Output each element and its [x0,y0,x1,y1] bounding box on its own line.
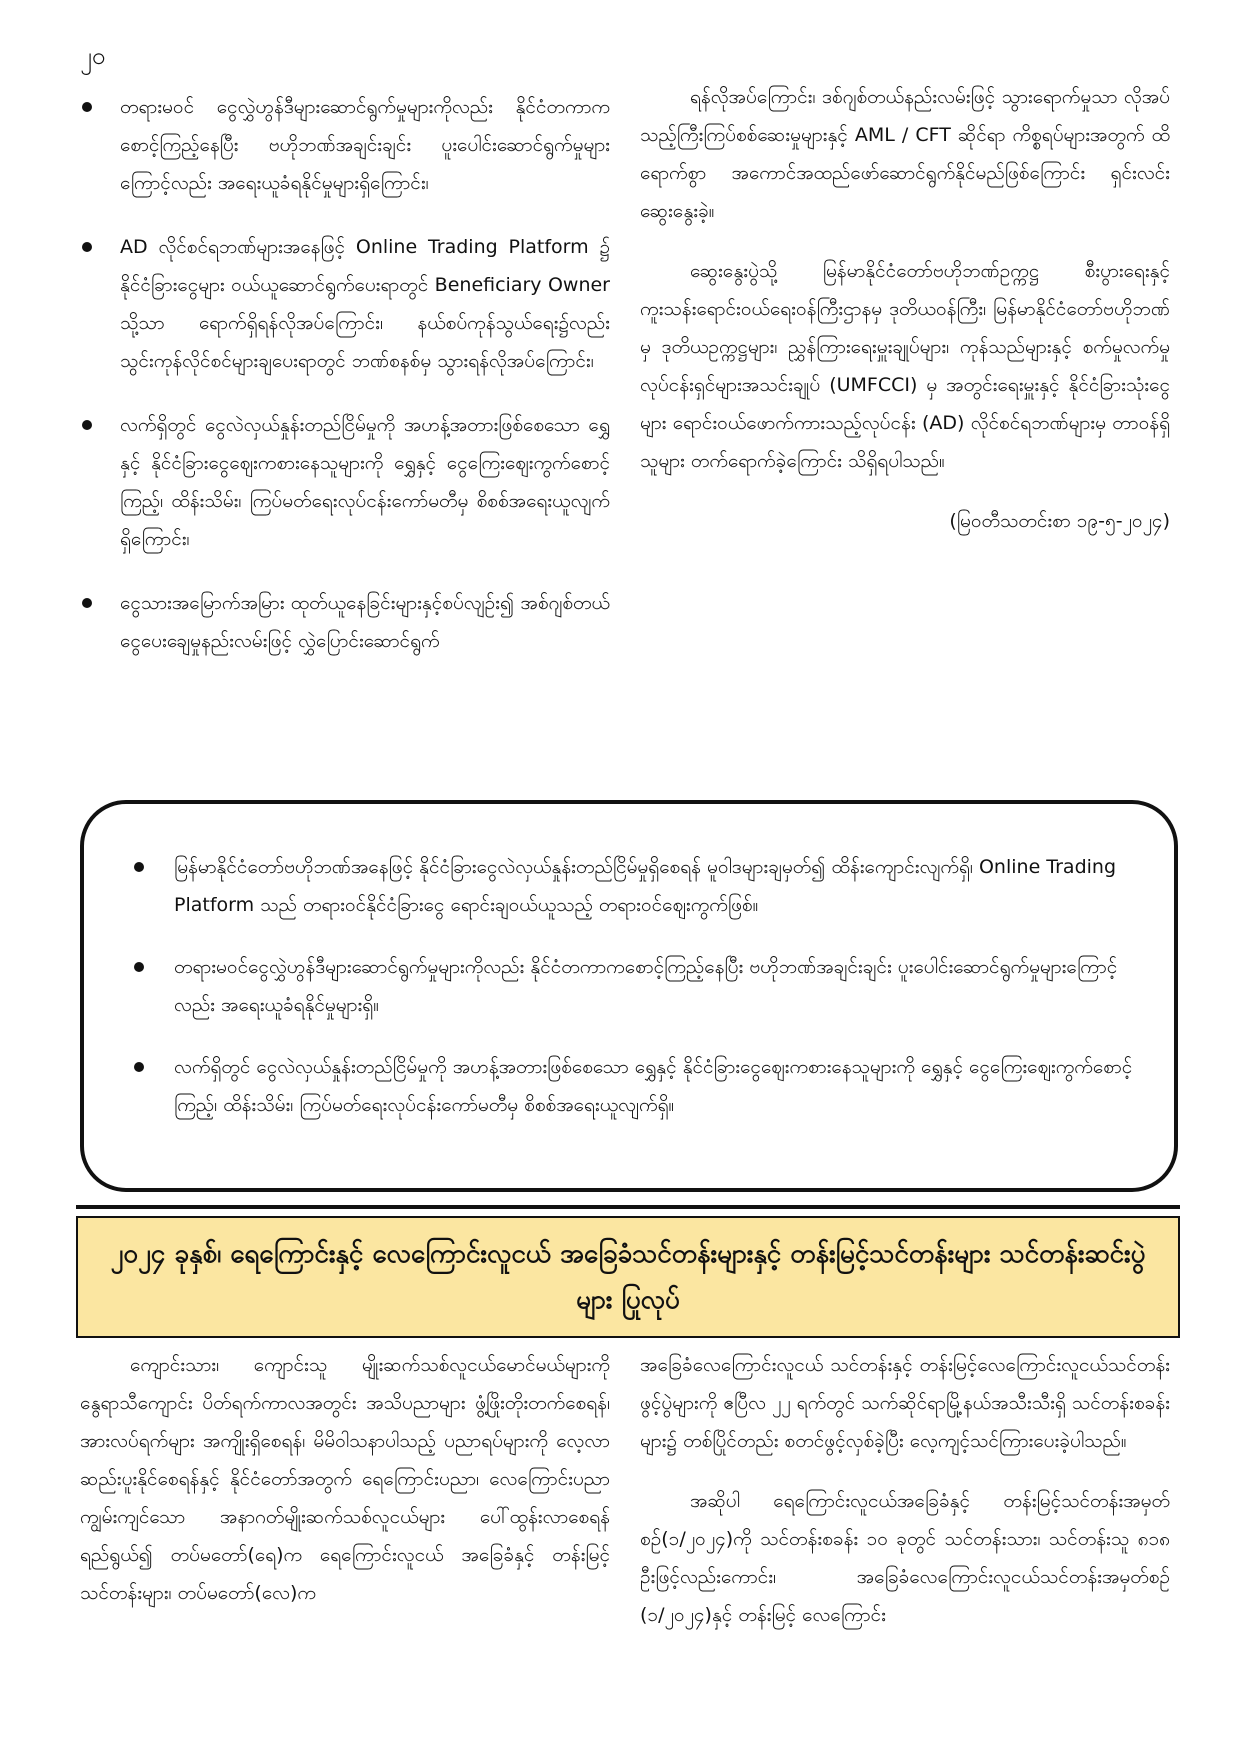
paragraph: အဆိုပါ ရေကြောင်းလူငယ်အခြေခံနှင့် တန်းမြင့်သင်တန်းအမှတ်စဉ်(၁/၂၀၂၄)ကို သင်တန်းစခန်း ၁၀ ခုတွင် သင်တန်းသား၊ သင်တန်းသူ ၈၁၈ ဦးဖြင့်လည်းကောင်း၊ အခြေခံလေကြောင်းလူငယ်သင်တန်းအမှတ်စဉ် (၁/၂၀၂၄)နှင့် တန်းမြင့် လေကြောင်း [640,1490,1170,1626]
list-item: AD လိုင်စင်ရဘဏ်များအနေဖြင့် Online Trading Platform ၌ နိုင်ငံခြားငွေများ ဝယ်ယူဆောင်ရွက်ပေးရာတွင် Beneficiary Owner သို့သာ ရောက်ရှိရန်လိုအပ်ကြောင်း၊ နယ်စပ်ကုန်သွယ်ရေး၌လည်း သွင်းကုန်လိုင်စင်များချပေးရာတွင် ဘဏ်စနစ်မှ သွားရန်လိုအပ်ကြောင်း၊ [80,228,610,380]
page-number: ၂၀ [80,42,106,70]
section-heading: ၂၀၂၄ ခုနှစ်၊ ရေကြောင်းနှင့် လေကြောင်းလူငယ် အခြေခံသင်တန်းများနှင့် တန်းမြင့်သင်တန်းများ သင်တန်းဆင်းပွဲများ ပြုလုပ် [76,1216,1180,1338]
bullet-list [80,88,610,660]
article-left-column [80,1346,610,1634]
source-citation: (မြဝတီသတင်းစာ ၁၉-၅-၂၀၂၄) [949,510,1170,532]
right-column [640,78,1170,562]
list-item: လက်ရှိတွင် ငွေလဲလှယ်နှုန်းတည်ငြိမ်မှုကို အဟန့်အတားဖြစ်စေသော ရွှေနှင့် နိုင်ငံခြားငွေဈေးကစားနေသူများကို ရွှေနှင့် ငွေကြေးဈေးကွက်စောင့်ကြည့်၊ ထိန်းသိမ်း၊ ကြပ်မတ်ရေးလုပ်ငန်းကော်မတီမှ စိစစ်အရေးယူလျက်ရှိ။ [134,1048,1134,1124]
list-item: လက်ရှိတွင် ငွေလဲလှယ်နှုန်းတည်ငြိမ်မှုကို အဟန့်အတားဖြစ်စေသော ရွှေနှင့် နိုင်ငံခြားငွေဈေးကစားနေသူများကို ရွှေနှင့် ငွေကြေးဈေးကွက်စောင့်ကြည့်၊ ထိန်းသိမ်း၊ ကြပ်မတ်ရေးလုပ်ငန်းကော်မတီမှ စိစစ်အရေးယူလျက်ရှိကြောင်း၊ [80,406,610,558]
summary-box [80,800,1178,1192]
paragraph: ဆွေးနွေးပွဲသို့ မြန်မာနိုင်ငံတော်ဗဟိုဘဏ်ဥက္ကဋ္ဌ စီးပွားရေးနှင့် ကူးသန်းရောင်းဝယ်ရေးဝန်ကြီးဌာနမှ ဒုတိယဝန်ကြီး၊ မြန်မာနိုင်ငံတော်ဗဟိုဘဏ်မှ ဒုတိယဥက္ကဋ္ဌများ၊ ညွှန်ကြားရေးမှူးချုပ်များ၊ ကုန်သည်များနှင့် စက်မှုလက်မှုလုပ်ငန်းရှင်များအသင်းချုပ် (UMFCCI) မှ အတွင်းရေးမှူးနှင့် နိုင်ငံခြားသုံးငွေများ ရောင်းဝယ်ဖောက်ကားသည့်လုပ်ငန်း (AD) လိုင်စင်ရဘဏ်များမှ တာဝန်ရှိသူများ တက်ရောက်ခဲ့ကြောင်း သိရှိရပါသည်။ [640,260,1170,472]
list-item: ငွေသားအမြောက်အမြား ထုတ်ယူနေခြင်းများနှင့်စပ်လျဉ်း၍ အစ်ဂျစ်တယ်ငွေပေးချေမှုနည်းလမ်းဖြင့် လွှဲပြောင်းဆောင်ရွက် [80,584,610,660]
list-item: တရားမဝင်ငွေလွှဲဟွန်ဒီများဆောင်ရွက်မှုများကိုလည်း နိုင်ငံတကာကစောင့်ကြည့်နေပြီး ဗဟိုဘဏ်အချင်းချင်း ပူးပေါင်းဆောင်ရွက်မှုများကြောင့်လည်း အရေးယူခံရနိုင်မှုများရှိ။ [134,948,1134,1024]
left-column [80,88,610,686]
paragraph: ရန်လိုအပ်ကြောင်း၊ ဒစ်ဂျစ်တယ်နည်းလမ်းဖြင့် သွားရောက်မှုသာ လိုအပ်သည့်ကြီးကြပ်စစ်ဆေးမှုများနှင့် AML / CFT ဆိုင်ရာ ကိစ္စရပ်များအတွက် ထိရောက်စွာ အကောင်အထည်ဖော်ဆောင်ရွက်နိုင်မည်ဖြစ်ကြောင်း ရှင်းလင်းဆွေးနွေးခဲ့။ [640,86,1170,222]
summary-list [134,848,1134,1124]
section-divider [76,1205,1180,1209]
article-right-column [640,1346,1170,1656]
list-item: မြန်မာနိုင်ငံတော်ဗဟိုဘဏ်အနေဖြင့် နိုင်ငံခြားငွေလဲလှယ်နှုန်းတည်ငြိမ်မှုရှိစေရန် မူဝါဒများချမှတ်၍ ထိန်းကျောင်းလျက်ရှိ၊ Online Trading Platform သည် တရားဝင်နိုင်ငံခြားငွေ ရောင်းချဝယ်ယူသည့် တရားဝင်ဈေးကွက်ဖြစ်။ [134,848,1134,924]
paragraph: ကျောင်းသား၊ ကျောင်းသူ မျိုးဆက်သစ်လူငယ်မောင်မယ်များကို နွေရာသီကျောင်း ပိတ်ရက်ကာလအတွင်း အသိပညာများ ဖွံ့ဖြိုးတိုးတက်စေရန်၊ အားလပ်ရက်များ အကျိုးရှိစေရန်၊ မိမိဝါသနာပါသည့် ပညာရပ်များကို လေ့လာဆည်းပူးနိုင်စေရန်နှင့် နိုင်ငံတော်အတွက် ရေကြောင်းပညာ၊ လေကြောင်းပညာ ကျွမ်းကျင်သော အနာဂတ်မျိုးဆက်သစ်လူငယ်များ ပေါ်ထွန်းလာစေရန်ရည်ရွယ်၍ တပ်မတော်(ရေ)က ရေကြောင်းလူငယ် အခြေခံနှင့် တန်းမြင့်သင်တန်းများ၊ တပ်မတော်(လေ)က [80,1354,610,1604]
list-item: တရားမဝင် ငွေလွှဲဟွန်ဒီများဆောင်ရွက်မှုများကိုလည်း နိုင်ငံတကာကစောင့်ကြည့်နေပြီး ဗဟိုဘဏ်အချင်းချင်း ပူးပေါင်းဆောင်ရွက်မှုများကြောင့်လည်း အရေးယူခံရနိုင်မှုများရှိကြောင်း၊ [80,88,610,202]
paragraph: အခြေခံလေကြောင်းလူငယ် သင်တန်းနှင့် တန်းမြင့်လေကြောင်းလူငယ်သင်တန်းဖွင့်ပွဲများကို ဧပြီလ ၂၂ ရက်တွင် သက်ဆိုင်ရာမြို့နယ်အသီးသီးရှိ သင်တန်းစခန်းများ၌ တစ်ပြိုင်တည်း စတင်ဖွင့်လှစ်ခဲ့ပြီး လေ့ကျင့်သင်ကြားပေးခဲ့ပါသည်။ [640,1354,1170,1452]
